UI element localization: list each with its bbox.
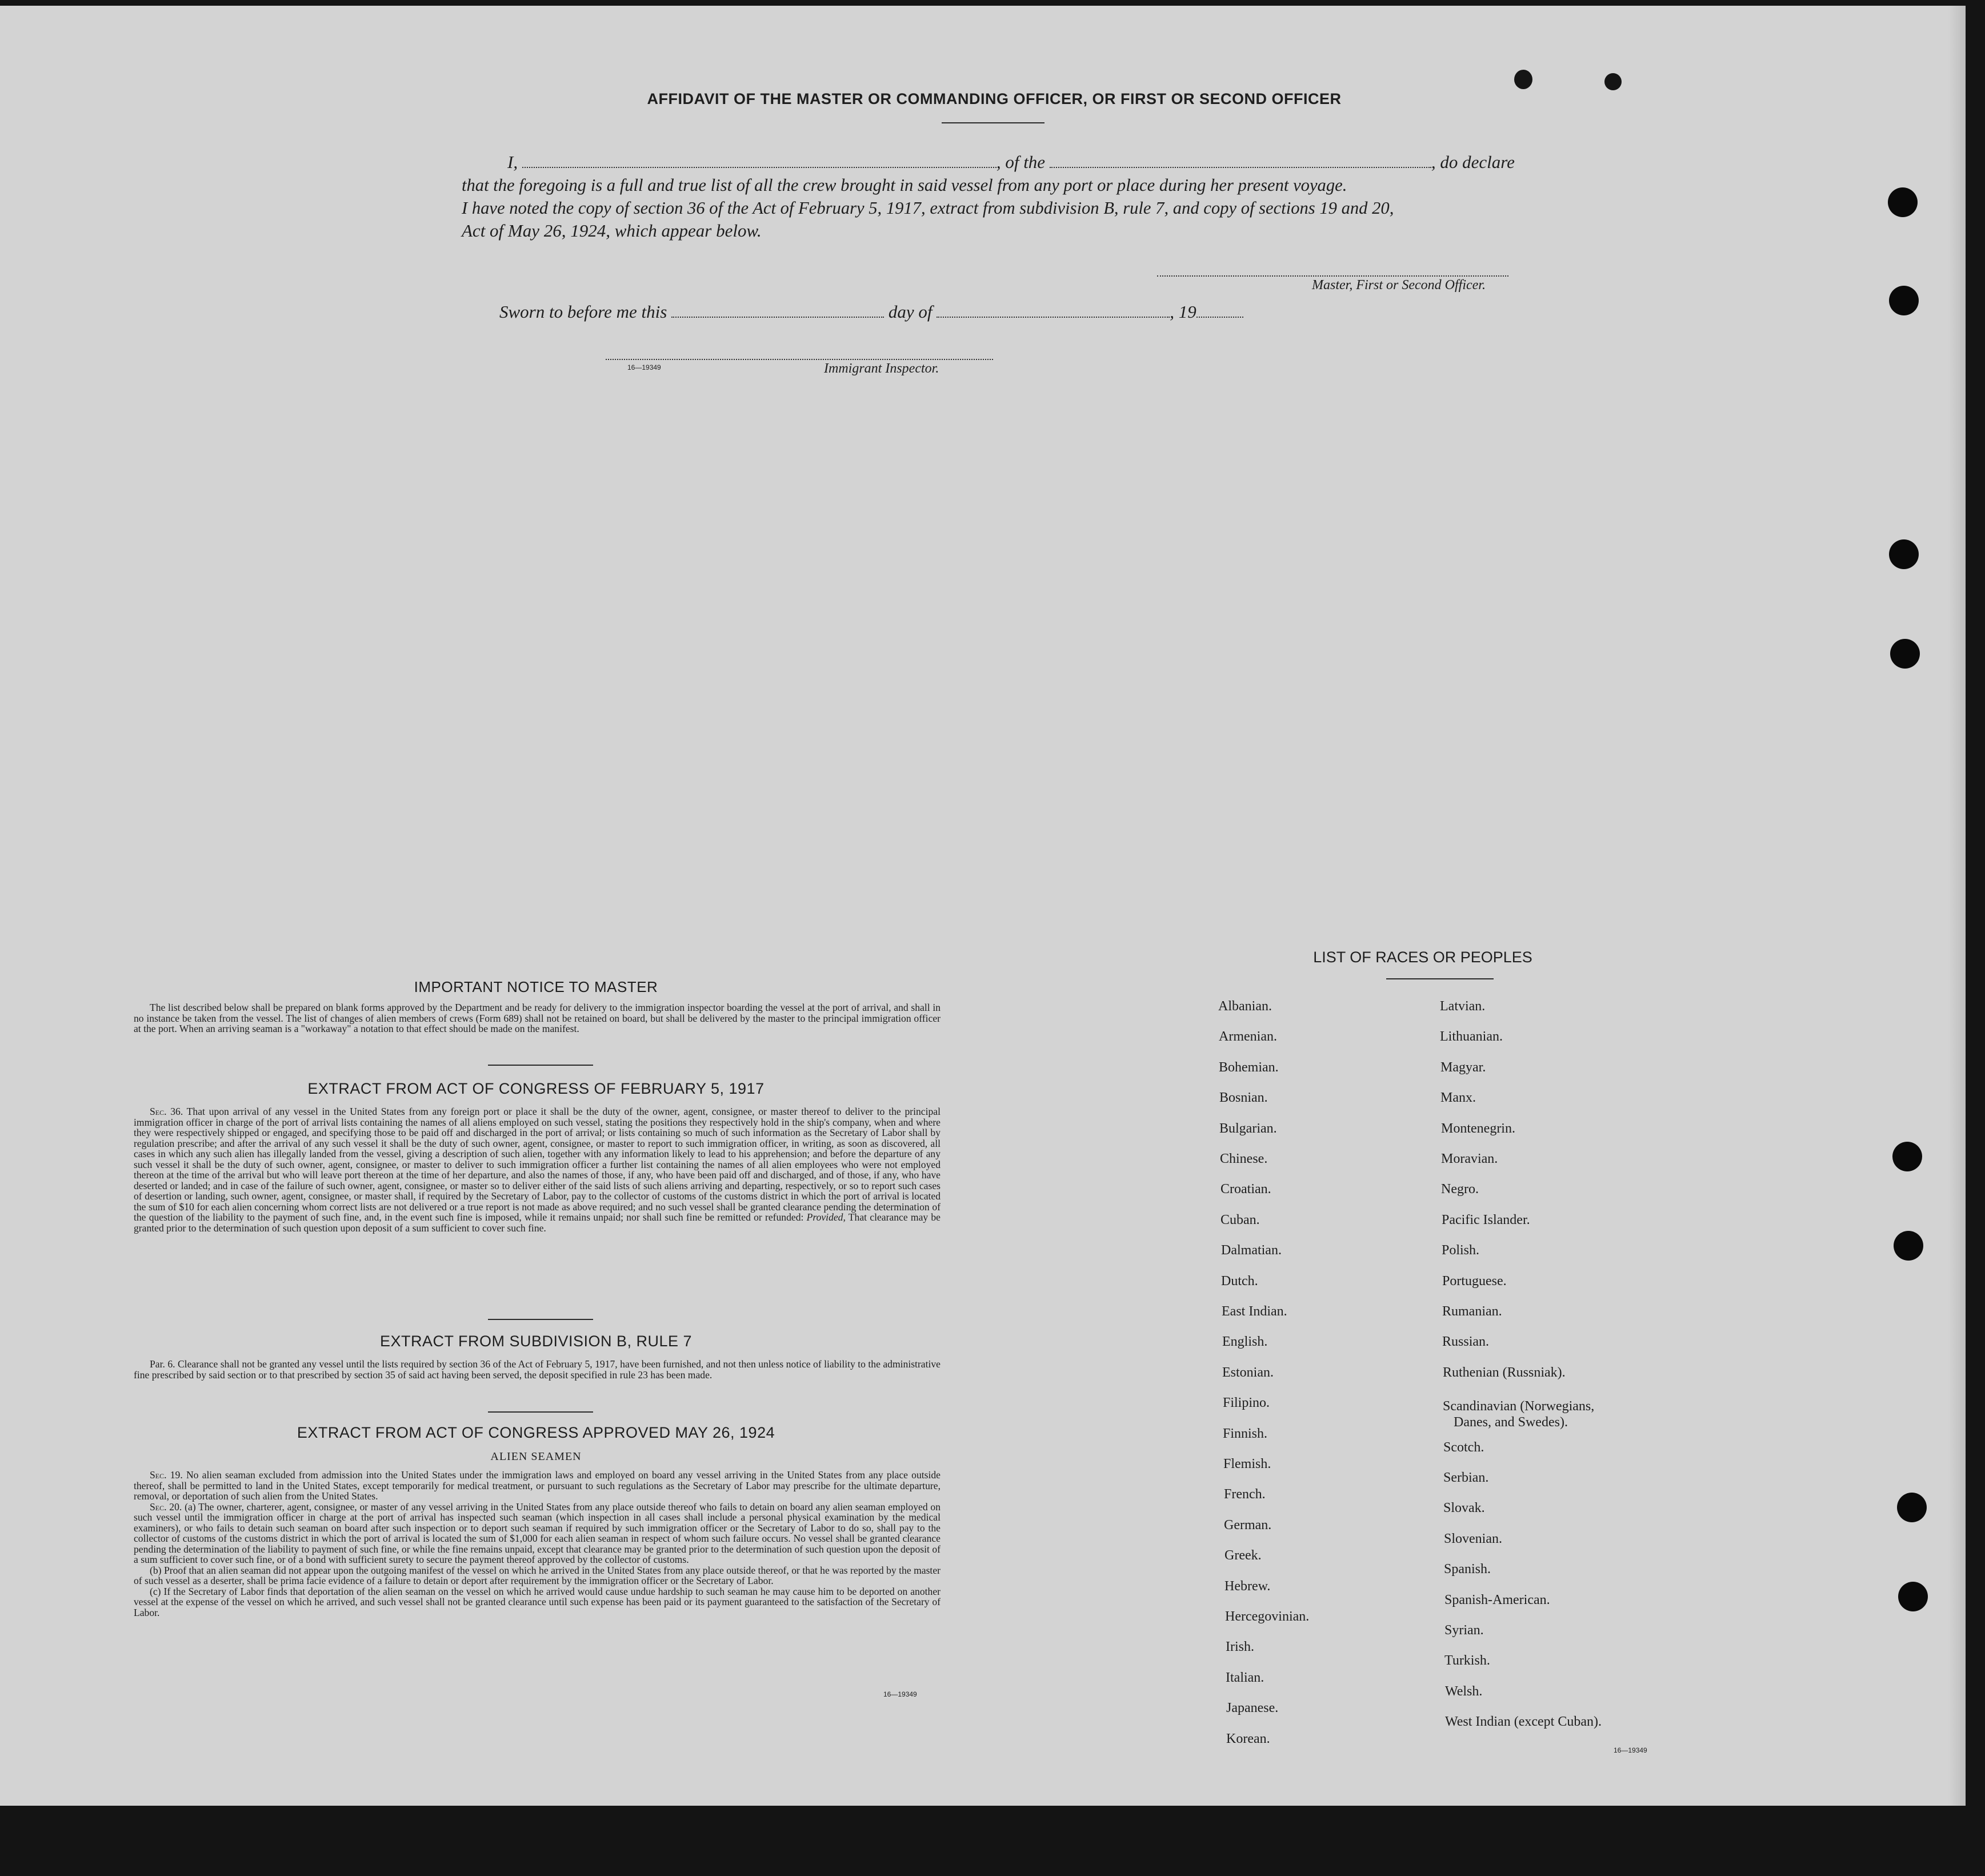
notice-text: [134, 1002, 941, 1034]
race-item: Greek.: [1224, 1548, 1262, 1563]
affidavit-line-4: Act of May 26, 1924, which appear below.: [462, 221, 762, 241]
race-item: Scotch.: [1443, 1440, 1484, 1455]
section-label: Sec. 20.: [150, 1501, 182, 1513]
race-item: Rumanian.: [1442, 1304, 1502, 1319]
race-item: Cuban.: [1220, 1213, 1260, 1227]
race-item: Bosnian.: [1219, 1090, 1268, 1105]
affidavit-i: I,: [507, 152, 518, 172]
punch-hole: [1890, 639, 1920, 669]
ink-spot: [1604, 73, 1622, 90]
punch-hole: [1897, 1493, 1927, 1522]
race-item: Armenian.: [1219, 1029, 1277, 1044]
race-item: Ruthenian (Russniak).: [1443, 1365, 1566, 1380]
race-item: Irish.: [1226, 1639, 1254, 1654]
sworn-day-of: day of: [888, 302, 933, 322]
signature-label: Master, First or Second Officer.: [1312, 278, 1486, 293]
extract-rule7-title: EXTRACT FROM SUBDIVISION B, RULE 7: [379, 1333, 693, 1350]
notice-title: IMPORTANT NOTICE TO MASTER: [414, 978, 658, 995]
race-item: Estonian.: [1222, 1365, 1274, 1380]
affidavit-of-the: , of the: [996, 152, 1046, 172]
affidavit-declare: , do declare: [1431, 152, 1515, 172]
race-item: Pacific Islander.: [1442, 1213, 1530, 1227]
race-item: Danes, and Swedes).: [1454, 1415, 1568, 1430]
race-item: Turkish.: [1444, 1653, 1490, 1668]
race-item: Portuguese.: [1442, 1274, 1507, 1289]
race-item: Slovak.: [1443, 1501, 1485, 1515]
alien-seamen-subtitle: ALIEN SEAMEN: [490, 1450, 582, 1463]
race-item: Finnish.: [1223, 1426, 1268, 1441]
section-divider: [488, 1065, 593, 1066]
section-20b-text: (b) Proof that an alien seaman did not appear upon the outgoing manifest of the vessel on which he arrived in the United States from any place outside thereof, or that he was reported by the master of such vessel as a deserter, shall be prima facie evidence of a failure to detain or deport after requirement by the immigration officer or the Secretary of Labor.: [134, 1564, 941, 1586]
punch-hole: [1892, 1142, 1922, 1171]
affidavit-title: AFFIDAVIT OF THE MASTER OR COMMANDING OFFICER, OR FIRST OR SECOND OFFICER: [647, 90, 1342, 107]
extract-1917-title: EXTRACT FROM ACT OF CONGRESS OF FEBRUARY 5, 1917: [307, 1080, 765, 1097]
form-number: 16—19349: [627, 363, 661, 371]
inspector-signature-line[interactable]: [606, 359, 993, 360]
extract-rule7-text: [134, 1359, 941, 1380]
race-item: Filipino.: [1223, 1395, 1270, 1410]
vessel-field[interactable]: [1050, 153, 1431, 168]
race-item: Serbian.: [1443, 1470, 1489, 1485]
race-item: Flemish.: [1223, 1457, 1271, 1471]
sworn-month-field[interactable]: [937, 303, 1170, 318]
race-item: Montenegrin.: [1441, 1121, 1515, 1136]
notice-paragraph: The list described below shall be prepared on blank forms approved by the Department and be ready for delivery to the immigration inspector boarding the vessel at the port of arrival, and shall in no instance be taken from the vessel. The list of changes of alien members of crews (Form 689) shall not be retained on board, but shall be delivered by the master to the principal immigration officer at the port. When an arriving seaman is a "workaway" a notation to that effect should be made on the manifest.: [134, 1002, 941, 1034]
race-item: Moravian.: [1441, 1151, 1498, 1166]
extract-1924-title: EXTRACT FROM ACT OF CONGRESS APPROVED MAY 26, 1924: [297, 1424, 775, 1441]
race-item: West Indian (except Cuban).: [1445, 1714, 1602, 1729]
race-item: Magyar.: [1440, 1060, 1486, 1075]
races-divider: [1386, 978, 1494, 979]
race-item: Manx.: [1440, 1090, 1476, 1105]
provided-label: Provided,: [806, 1211, 846, 1223]
page-edge-shadow: [1948, 6, 1966, 1806]
race-item: Negro.: [1441, 1182, 1479, 1197]
ink-spot: [1514, 70, 1532, 89]
section-label: Sec. 19.: [150, 1469, 183, 1481]
sworn-day-field[interactable]: [671, 303, 884, 318]
punch-hole: [1898, 1582, 1928, 1611]
punch-hole: [1894, 1231, 1923, 1261]
signature-line[interactable]: [1157, 275, 1508, 277]
race-item: Japanese.: [1226, 1701, 1279, 1715]
race-item: Bulgarian.: [1219, 1121, 1277, 1136]
race-item: Spanish-American.: [1444, 1593, 1550, 1607]
sworn-year: , 19: [1170, 302, 1196, 322]
race-item: Croatian.: [1220, 1182, 1271, 1197]
name-field[interactable]: [522, 153, 996, 168]
extract-1917-text: [134, 1106, 941, 1233]
race-item: Albanian.: [1218, 999, 1272, 1014]
sworn-prefix: Sworn to before me this: [499, 302, 667, 322]
race-item: Chinese.: [1220, 1151, 1268, 1166]
section-divider: [488, 1411, 593, 1413]
race-item: Syrian.: [1444, 1623, 1484, 1638]
race-item: English.: [1222, 1334, 1268, 1349]
race-item: Scandinavian (Norwegians,: [1443, 1399, 1595, 1414]
form-number: 16—19349: [883, 1690, 917, 1698]
extract-1924-text: [134, 1470, 941, 1618]
race-item: Hercegovinian.: [1225, 1609, 1310, 1624]
form-number: 16—19349: [1614, 1746, 1647, 1754]
race-item: Hebrew.: [1224, 1579, 1271, 1594]
race-item: German.: [1224, 1518, 1272, 1533]
rule7-paragraph: Par. 6. Clearance shall not be granted any vessel until the lists required by section 36 of the Act of February 5, 1917, have been furnished, and not then unless notice of liability to the administrative fine prescribed by said section or to that prescribed by section 35 of said act having been served, the deposit specified in rule 23 has been made.: [134, 1358, 941, 1381]
race-item: Italian.: [1226, 1670, 1264, 1685]
races-title: LIST OF RACES OR PEOPLES: [1313, 949, 1532, 966]
document-page: [0, 6, 1966, 1806]
race-item: Dutch.: [1221, 1274, 1258, 1289]
section-36-text-end: That clearance may be granted prior to the determination of such question upon deposit of a sum sufficient to cover such fine.: [134, 1211, 941, 1234]
affidavit-body: [462, 151, 1547, 242]
section-label: Sec. 36.: [150, 1106, 183, 1117]
race-item: Polish.: [1442, 1243, 1480, 1258]
race-item: Spanish.: [1444, 1562, 1491, 1577]
punch-hole: [1888, 187, 1918, 217]
sworn-year-field[interactable]: [1196, 303, 1243, 318]
affidavit-line-2: that the foregoing is a full and true list of all the crew brought in said vessel from any port or place during her present voyage.: [462, 175, 1347, 195]
race-item: Korean.: [1226, 1731, 1270, 1746]
race-item: Bohemian.: [1219, 1060, 1279, 1075]
race-item: Dalmatian.: [1221, 1243, 1282, 1258]
title-divider: [942, 122, 1044, 123]
section-20a-text: (a) The owner, charterer, agent, consignee, or master of any vessel arriving in the United States from any place outside thereof who fails to detain on board any alien seaman employed on such vessel until the immigration officer in charge at the port of arrival has inspected such seaman (which inspection in all cases shall include a personal physical examination by the medical examiners), or who fails to detain such seaman on board after such inspection or to deport such seaman if required by such immigration officer or the Secretary of Labor to do so, shall pay to the collector of customs of the customs district in which the port of arrival is located the sum of $1,000 for each alien seaman in respect of whom such failure occurs. No vessel shall be granted clearance pending the determination of the liability to payment of such fine, or while the fine remains unpaid, except that clearance may be granted prior to the determination of such question upon the deposit of a sum sufficient to cover such fine, or of a bond with sufficient surety to secure the payment thereof approved by the collector of customs.: [134, 1501, 941, 1565]
section-20c-text: (c) If the Secretary of Labor finds that deportation of the alien seaman on the vessel on which he arrived would cause undue hardship to such seaman he may cause him to be deported on another vessel at the expense of the vessel on which he arrived, and such vessel shall not be granted clearance until such expense has been paid or its payment guaranteed to the satisfaction of the Secretary of Labor.: [134, 1585, 941, 1618]
punch-hole: [1889, 286, 1919, 315]
sworn-statement: [499, 302, 1243, 322]
race-item: French.: [1224, 1487, 1266, 1502]
section-19-text: No alien seaman excluded from admission into the United States under the immigration laws and employed on board any vessel arriving in the United States from any place outside thereof, shall be permitted to land in the United States, except temporarily for medical treatment, or pursuant to such regulations as the Secretary of Labor may prescribe for the ultimate departure, removal, or deportation of such alien from the United States.: [134, 1469, 941, 1502]
race-item: Latvian.: [1440, 999, 1486, 1014]
race-item: Russian.: [1442, 1334, 1490, 1349]
race-item: Welsh.: [1445, 1684, 1483, 1699]
race-item: East Indian.: [1222, 1304, 1287, 1319]
race-item: Lithuanian.: [1440, 1029, 1503, 1044]
inspector-label: Immigrant Inspector.: [824, 361, 939, 376]
race-item: Slovenian.: [1444, 1531, 1502, 1546]
punch-hole: [1889, 539, 1919, 569]
section-36-text: That upon arrival of any vessel in the United States from any foreign port or place it shall be the duty of the owner, agent, consignee, or master thereof to deliver to the principal immigration officer in charge of the port of arrival lists containing the names of all aliens employed on such vessel, stating the positions they respectively hold in the ship's company, when and where they were respectively shipped or engaged, and specifying those to be paid off and discharged in the port of arrival; or lists containing so much of such information as the Secretary of Labor shall by regulation prescribe; and after the arrival of any such vessel it shall be the duty of such owner, agent, consignee, or master to report to such immigration officer, in writing, as soon as discovered, all cases in which any such alien has illegally landed from the vessel, giving a description of such alien, together with any information likely to lead to his apprehension; and before the departure of any such vessel it shall be the duty of such owner, agent, consignee, or master to deliver to such immigration officer a further list containing the names of all alien employees who were not employed thereon at the time of the arrival but who will leave port thereon at the time of her departure, and also the names of those, if any, who have been paid off and discharged, and of those, if any, who have deserted or landed; and in case of the failure of such owner, agent, consignee, or master so to deliver either of the said lists of such aliens arriving and departing, respectively, or so to report such cases of desertion or landing, such owner, agent, consignee, or master shall, if required by the Secretary of Labor, pay to the collector of customs of the customs district in which the port of arrival is located the sum of $10 for each alien concerning whom correct lists are not delivered or a true report is not made as above required; and no such vessel shall be granted clearance pending the determination of the question of the liability to the payment of such fine, and, in the event such fine is imposed, while it remains unpaid; nor shall such fine be remitted or refunded:: [134, 1106, 941, 1223]
affidavit-line-3: I have noted the copy of section 36 of the Act of February 5, 1917, extract from subdivision B, rule 7, and copy of sections 19 and 20,: [462, 198, 1394, 218]
section-divider: [488, 1319, 593, 1320]
